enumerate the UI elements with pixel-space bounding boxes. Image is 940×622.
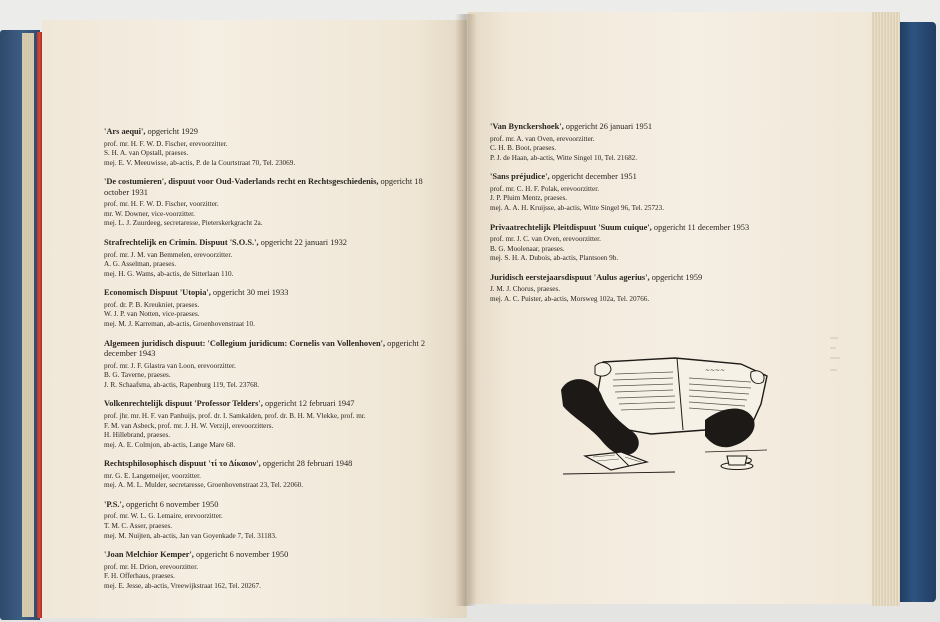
entry-line: W. J. P. van Notten, vice-praeses. [104,310,200,319]
book-cover-left [0,30,40,620]
entry-heading [490,223,780,234]
entry-line: prof. dr. P. B. Kreukniet, praeses. [104,300,200,309]
entry-title: Privaatrechtelijk Pleitdispuut 'Suum cuique', [490,222,652,232]
entry-line: J. M. J. Chorus, praeses. [490,285,561,294]
entry [490,172,780,213]
entry-line: prof. mr. J. F. Glastra van Loon, erevoorzitter. [104,361,236,370]
newspaper-masthead-scribble: ~~~~ [705,367,726,374]
entry-line: prof. mr. J. M. van Bemmelen, erevoorzitter. [104,250,233,259]
entry-heading [104,127,444,138]
entry [104,500,444,541]
entry-line: mej. A. A. H. Kruijsse, ab-actis, Witte Singel 96, Tel. 25723. [490,203,665,212]
entry-title: 'Joan Melchior Kemper', [104,550,194,560]
entry-heading [104,288,444,299]
entry [104,399,444,450]
entry-founded: opgericht 6 november 1950 [123,499,219,509]
entry-title: 'Sans préjudice', [490,172,550,182]
entry-founded: opgericht 18 october 1931 [104,177,423,197]
entry [104,339,444,391]
entry [490,223,780,264]
entry-heading [104,550,444,561]
entry [104,288,444,329]
newspaper-reader-illustration [555,356,770,488]
entry-line: mej. H. G. Wams, ab-actis, de Sitterlaan 110. [104,269,234,278]
entry-heading [490,172,780,183]
entry-founded: opgericht 2 december 1943 [104,338,426,359]
entry-title: Algemeen juridisch dispuut: 'Collegium juridicum: Cornelis van Vollenhoven', [104,338,386,348]
entry [104,550,444,591]
book-gutter [455,14,477,606]
entry-line: B. G. Taverne, praeses. [104,371,171,380]
entry-title: Volkenrechtelijk dispuut 'Professor Telders', [104,399,263,409]
entry [104,459,444,491]
entry-founded: opgericht 1929 [145,127,198,136]
entry-title: Rechtsphilosophisch dispuut 'τί το Δίκαιον', [104,459,261,469]
entry-founded: opgericht 1959 [649,272,703,282]
entry-founded: opgericht 30 mei 1933 [210,288,289,298]
right-page-text [490,122,780,314]
entry-line: C. H. B. Boot, praeses. [490,144,557,153]
entry-line: A. G. Asselman, praeses. [104,260,177,269]
entry-title: 'Ars aequi', [104,127,146,136]
entry-line: mej. S. H. A. Dubois, ab-actis, Plantsoen 9b. [490,254,619,263]
entry-line: mej. E. Jesse, ab-actis, Vreewijkstraat 162, Tel. 20267. [104,581,261,590]
entry-line: mej. M. J. Karreman, ab-actis, Groenhovenstraat 10. [104,320,255,329]
entry-line: T. M. C. Asser, praeses. [104,522,173,531]
entry-line: prof. jhr. mr. H. F. van Panhuijs, prof. dr. I. Samkalden, prof. dr. B. H. M. Vlekke, prof. mr. [104,411,366,420]
entry-founded: opgericht 28 februari 1948 [260,459,353,469]
entry-line: mr. G. E. Langemeijer, voorzitter. [104,471,201,480]
entry [490,273,780,305]
entry-line: B. G. Moolenaar, praeses. [490,244,565,253]
entry-heading [104,177,444,198]
show-through-marks [828,330,858,430]
entry-heading [490,273,780,284]
entry-line: prof. mr. H. Drion, erevoorzitter. [104,562,199,571]
entry-line: H. Hillebrand, praeses. [104,431,171,440]
entry-founded: opgericht 6 november 1950 [193,550,289,560]
entry [104,127,444,168]
entry-line: F. M. van Asbeck, prof. mr. J. H. W. Verzijl, erevoorzitters. [104,421,274,430]
entry-line: mej. L. J. Zuurdeeg, secretaresse, Pieterskerkgracht 2a. [104,219,263,228]
entry-line: mej. A. C. Puister, ab-actis, Morsweg 102a, Tel. 20766. [490,294,650,303]
entry-line: prof. mr. J. C. van Oven, erevoorzitter. [490,235,601,244]
entry-line: mr. W. Downer, vice-voorzitter. [104,209,195,218]
entry-founded: opgericht 26 januari 1951 [563,122,653,131]
entry-title: 'Van Bynckershoek', [490,122,564,131]
entry [104,238,444,279]
entry-title: 'De costumieren', dispuut voor Oud-Vaderlands recht en Rechtsgeschiedenis, [104,177,379,187]
entry-founded: opgericht december 1951 [549,172,637,182]
entry-title: 'P.S.', [104,499,124,509]
entry-heading [104,399,444,410]
entry-heading [104,500,444,511]
entry-line: S. H. A. van Opstall, praeses. [104,149,189,158]
entry-line: mej. M. Nuijten, ab-actis, Jan van Goyenkade 7, Tel. 31183. [104,531,277,540]
entry-title: Economisch Dispuut 'Utopia', [104,288,211,298]
entry [490,122,780,163]
entry-line: F. H. Offerhaus, praeses. [104,572,175,581]
entry-heading [104,459,444,470]
entry-founded: opgericht 22 januari 1932 [258,238,347,248]
entry-line: mej. E. V. Meeuwisse, ab-actis, P. de la Courtstraat 70, Tel. 23069. [104,158,296,167]
entry-title: Strafrechtelijk en Crimin. Dispuut 'S.O.S.', [104,238,259,248]
entry-line: J. R. Schaafsma, ab-actis, Rapenburg 119, Tel. 23768. [104,380,260,389]
left-page-text [104,127,444,601]
entry-title: Juridisch eerstejaarsdispuut 'Aulus agerius', [490,272,650,282]
entry-line: prof. mr. H. F. W. D. Fischer, voorzitter. [104,200,219,209]
entry-line: mej. A. E. Colmjon, ab-actis, Lange Mare 68. [104,440,236,449]
entry-heading [104,238,444,249]
entry-founded: opgericht 12 februari 1947 [262,399,355,409]
entry-founded: opgericht 11 december 1953 [651,222,750,232]
entry-line: mej. A. M. L. Mulder, secretaresse, Groenhovenstraat 23, Tel. 22060. [104,481,304,490]
entry-heading [490,122,780,133]
book-cover-right [898,22,936,602]
page-edges-right [872,12,900,606]
entry-line: prof. mr. A. van Oven, erevoorzitter. [490,134,595,143]
entry-line: prof. mr. H. F. W. D. Fischer, erevoorzitter. [104,139,228,148]
entry-line: prof. mr. C. H. F. Polak, erevoorzitter. [490,184,600,193]
entry-line: J. P. Pluim Mentz, praeses. [490,194,568,203]
entry-heading [104,339,444,360]
entry-line: prof. mr. W. L. G. Lemaire, erevoorzitter. [104,512,223,521]
entry [104,177,444,229]
page-edges-left [22,33,34,617]
entry-line: P. J. de Haan, ab-actis, Witte Singel 10, Tel. 21682. [490,153,638,162]
